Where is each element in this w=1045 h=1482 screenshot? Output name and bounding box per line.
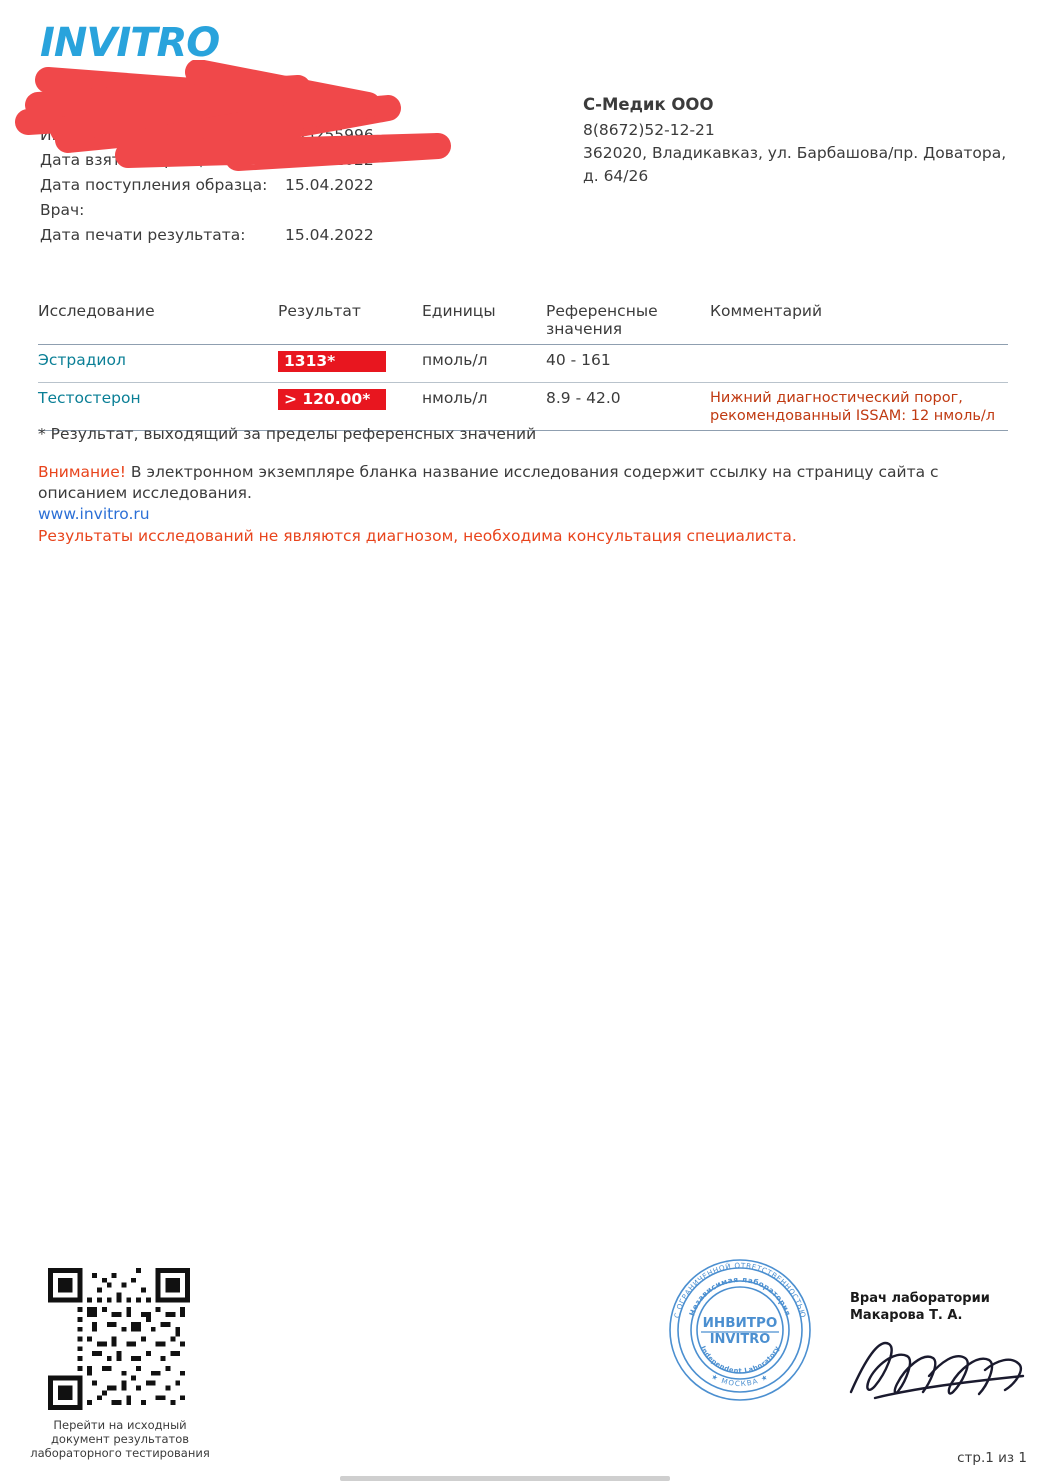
- test-reference: 40 - 161: [546, 351, 611, 369]
- patient-age-row: [40, 98, 540, 123]
- print-date-row: [40, 223, 540, 248]
- print-date-label: Дата печати результата:: [40, 226, 246, 244]
- received-date-value: 15.04.2022: [285, 176, 374, 194]
- inz-value: 185255996: [285, 126, 374, 144]
- attention-keyword: Внимание!: [38, 463, 126, 481]
- clinic-phone: 8(8672)52-12-21: [583, 121, 715, 139]
- result-flag-badge: 1313*: [278, 351, 386, 372]
- inz-label: ИНЗ:: [40, 126, 79, 144]
- column-header-units: Единицы: [422, 302, 496, 320]
- company-stamp: [665, 1255, 815, 1405]
- attention-note: [38, 462, 1023, 525]
- clinic-address: 362020, Владикавказ, ул. Барбашова/пр. Доватора, д. 64/26: [583, 144, 1007, 185]
- attention-text: В электронном экземпляре бланка название исследования содержит ссылку на страницу сайта с описанием исследования.: [38, 463, 939, 502]
- received-date-row: [40, 173, 540, 198]
- test-name[interactable]: Тестостерон: [38, 389, 141, 407]
- sample-date-value: 14.04.2022: [285, 151, 374, 169]
- column-header-reference-line2: значения: [546, 320, 623, 338]
- results-table: [38, 302, 1008, 431]
- clinic-info-block: [583, 93, 1013, 188]
- test-comment: Нижний диагностический порог, рекомендованный ISSAM: 12 нмоль/л: [710, 390, 996, 424]
- column-header-reference: [546, 302, 710, 338]
- qr-caption-line1: Перейти на исходный: [53, 1418, 187, 1432]
- column-header-result: Результат: [278, 302, 361, 320]
- svg-text:★ МОСКВА ★: ★ МОСКВА ★: [709, 1371, 771, 1389]
- results-table-header: [38, 302, 1008, 344]
- table-row: [38, 345, 1008, 382]
- column-header-reference-line1: Референсные: [546, 302, 658, 320]
- handwritten-signature: [845, 1330, 1030, 1410]
- inz-row: [40, 123, 540, 148]
- doctor-row: [40, 198, 540, 223]
- clinic-name: С-Медик ООО: [583, 95, 714, 114]
- svg-text:INVITRO: INVITRO: [709, 1332, 771, 1347]
- test-result: [278, 351, 422, 372]
- column-header-comment: Комментарий: [710, 302, 823, 320]
- svg-text:ИНВИТРО: ИНВИТРО: [702, 1315, 778, 1331]
- disclaimer-note: Результаты исследований не являются диагнозом, необходима консультация специалиста.: [38, 527, 797, 545]
- doctor-label: Врач:: [40, 201, 85, 219]
- asterisk-note: * Результат, выходящий за пределы референсных значений: [38, 425, 537, 443]
- doctor-title-line2: Макарова Т. А.: [850, 1308, 963, 1323]
- test-units: нмоль/л: [422, 389, 488, 407]
- table-row: [38, 383, 1008, 430]
- test-units: пмоль/л: [422, 351, 488, 369]
- test-name[interactable]: Эстрадиол: [38, 351, 126, 369]
- patient-age-value: [285, 98, 540, 123]
- qr-caption: [20, 1418, 220, 1460]
- svg-text:Independent Laboratory: Independent Laboratory: [698, 1344, 782, 1376]
- result-flag-badge: > 120.00*: [278, 389, 386, 410]
- qr-caption-line3: лабораторного тестирования: [30, 1446, 210, 1460]
- doctor-value: [285, 198, 540, 223]
- page-number: стр.1 из 1: [957, 1450, 1027, 1466]
- patient-age-label: Возраст:: [40, 101, 118, 119]
- received-date-label: Дата поступления образца:: [40, 176, 268, 194]
- sample-date-row: [40, 148, 540, 173]
- invitro-logo: INVITRO: [40, 20, 220, 66]
- doctor-signature-title: [850, 1290, 990, 1324]
- patient-info-block: [40, 98, 540, 248]
- svg-text:С ОГРАНИЧЕННОЙ ОТВЕТСТВЕННОСТЬ: С ОГРАНИЧЕННОЙ ОТВЕТСТВЕННОСТЬЮ: [672, 1260, 808, 1319]
- test-reference: 8.9 - 42.0: [546, 389, 621, 407]
- qr-code[interactable]: [48, 1268, 190, 1410]
- invitro-site-link[interactable]: www.invitro.ru: [38, 505, 150, 523]
- qr-caption-line2: документ результатов: [50, 1432, 190, 1446]
- doctor-title-line1: Врач лаборатории: [850, 1291, 990, 1306]
- test-result: [278, 389, 422, 410]
- svg-text:Независимая лаборатория: Независимая лаборатория: [687, 1274, 793, 1318]
- scrollbar-indicator[interactable]: [340, 1476, 670, 1481]
- column-header-test: Исследование: [38, 302, 155, 320]
- print-date-value: 15.04.2022: [285, 226, 374, 244]
- sample-date-label: Дата взятия образца:: [40, 151, 218, 169]
